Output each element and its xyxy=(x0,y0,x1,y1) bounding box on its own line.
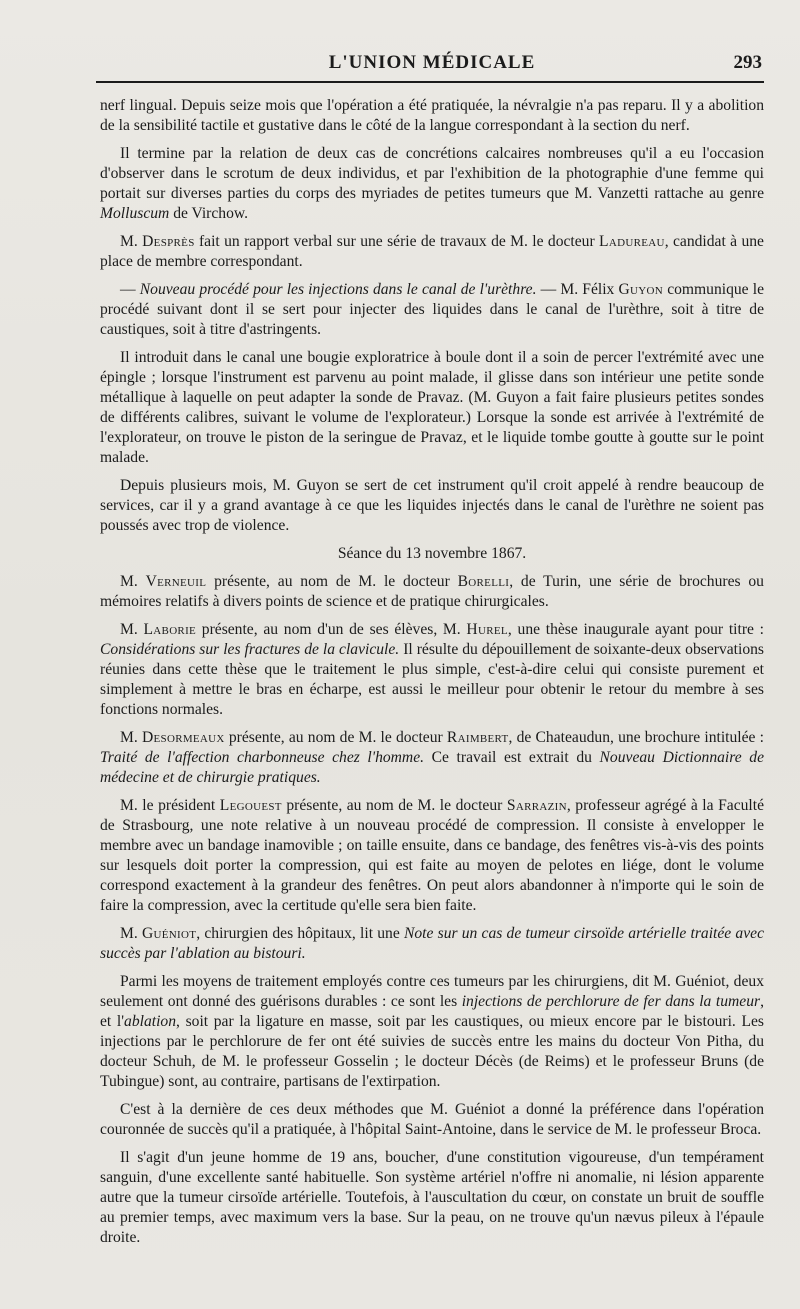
text-segment: Depuis plusieurs mois, M. Guyon se sert de cet instrument qu'il croit appelé à rendre beaucoup de services, car il y a grand avantage à ce que les liquides injectés dans le canal de l'urèthre ne soient pas poussés avec trop de violence. xyxy=(100,477,764,534)
italic-text: Nouveau Dictionnaire de médecine et de chirurgie pratiques. xyxy=(100,749,764,786)
text-segment: Ce travail est extrait du xyxy=(424,749,600,766)
paragraph xyxy=(100,1148,764,1248)
italic-text: Traité de l'affection charbonneuse chez l'homme. xyxy=(100,749,425,766)
paragraph xyxy=(100,280,764,340)
text-segment: , professeur agrégé à la Faculté de Strasbourg, une note relative à un nouveau procédé de compression. Il consiste à envelopper le membre avec un bandage inamovible ; on taille ensuite, dans ce bandage, des fenêtres vis-à-vis des points sur lesquels doit porter la compression, qui est faite au moyen de pelotes en liége, dont le volume correspond exactement à la grandeur des fenêtres. On peut alors abandonner à n'importe qui le soin de faire la compression, avec la certitude qu'elle sera bien faite. xyxy=(100,797,764,914)
running-head xyxy=(94,52,770,78)
paragraph xyxy=(100,972,764,1092)
paragraph xyxy=(100,144,764,224)
text-segment: M. xyxy=(120,729,142,746)
italic-text: Nouveau procédé pour les injections dans le canal de l'urèthre. xyxy=(139,281,537,298)
text-segment: , candidat à une place de membre correspondant. xyxy=(100,233,764,270)
person-name: Hurel xyxy=(466,621,508,638)
person-name: Ladureau xyxy=(599,233,665,250)
text-segment: présente, au nom d'un de ses élèves, M. xyxy=(196,621,467,638)
paragraph xyxy=(100,476,764,536)
text-segment: nerf lingual. Depuis seize mois que l'opération a été pratiquée, la névralgie n'a pas reparu. Il y a abolition de la sensibilité tactile et gustative dans le côté de la langue correspondant à la section du nerf. xyxy=(100,97,764,134)
text-segment: Il s'agit d'un jeune homme de 19 ans, boucher, d'une constitution vigoureuse, d'un tempérament sanguin, d'une excellente santé habituelle. Son système artériel n'offre ni anomalie, ni lésion apparente autre que la tumeur cirsoïde artérielle. Toutefois, à l'auscultation du cœur, on constate un bruit de souffle au premier temps, avec maximum vers la base. Sur la peau, on ne trouve qu'un nævus pileux à l'épaule droite. xyxy=(100,1149,764,1246)
text-segment: , de Turin, une série de brochures ou mémoires relatifs à divers points de science et de pratique chirurgicales. xyxy=(100,573,764,610)
text-segment: , soit par la ligature en masse, soit par les caustiques, ou mieux encore par le bistouri. Les injections par le perchlorure de fer ont été suivies de succès entre les mains du docteur Von Pitha, du docteur Schuh, de M. le professeur Gosselin ; le docteur Décès (de Reims) et le professeur Bruns (de Tubingue) sont, au contraire, partisans de l'extirpation. xyxy=(100,1013,764,1090)
person-name: Guyon xyxy=(618,281,664,298)
person-name: Laborie xyxy=(143,621,197,638)
paragraph xyxy=(100,924,764,964)
person-name: Desprès xyxy=(142,233,195,250)
italic-text: Note sur un cas de tumeur cirsoïde artérielle traitée avec succès par l'ablation au bistouri. xyxy=(100,925,764,962)
italic-text: Molluscum xyxy=(100,205,170,222)
paragraph xyxy=(100,96,764,136)
italic-text: injections de perchlorure de fer dans la tumeur xyxy=(461,993,761,1010)
text-segment: M. xyxy=(120,925,142,942)
text-segment: M. le président xyxy=(120,797,220,814)
person-name: Desormeaux xyxy=(141,729,225,746)
text-segment: M. xyxy=(120,573,146,590)
header-rule xyxy=(96,81,764,83)
paragraph xyxy=(100,1100,764,1140)
text-segment: communique le procédé suivant dont il se sert pour injecter des liquides dans le canal de l'urèthre, soit à titre de caustiques, soit à titre d'astringents. xyxy=(100,281,765,338)
running-title: L'UNION MÉDICALE xyxy=(328,52,536,73)
person-name: Raimbert xyxy=(446,729,509,746)
person-name: Sarrazin xyxy=(506,797,567,814)
text-segment: — xyxy=(120,281,140,298)
person-name: Borelli xyxy=(457,573,510,590)
paragraph xyxy=(100,348,764,468)
paragraph xyxy=(100,620,764,720)
paragraph xyxy=(100,572,764,612)
text-segment: présente, au nom de M. le docteur xyxy=(281,797,507,814)
article-body xyxy=(100,96,764,1256)
text-segment: — M. Félix xyxy=(536,281,619,298)
person-name: Legouest xyxy=(219,797,282,814)
person-name: Verneuil xyxy=(145,573,207,590)
text-segment: Il résulte du dépouillement de soixante-deux observations réunies dans cette thèse que le traitement le plus simple, c'est-à-dire celui qui consiste purement et simplement à mettre le bras en écharpe, est aussi le meilleur pour obtenir le retour du membre à ses fonctions normales. xyxy=(100,641,764,718)
text-segment: M. xyxy=(120,233,143,250)
text-segment: C'est à la dernière de ces deux méthodes que M. Guéniot a donné la préférence dans l'opération couronnée de succès qu'il a pratiquée, à l'hôpital Saint-Antoine, dans le service de M. le professeur Broca. xyxy=(100,1101,764,1138)
italic-text: Considérations sur les fractures de la clavicule. xyxy=(100,641,400,658)
paragraph xyxy=(100,232,764,272)
text-segment: de Virchow. xyxy=(169,205,249,222)
person-name: Guéniot xyxy=(141,925,197,942)
session-heading xyxy=(100,544,764,564)
text-segment: , chirurgien des hôpitaux, lit une xyxy=(196,925,404,942)
page-number: 293 xyxy=(733,52,762,73)
text-segment: , et l' xyxy=(100,993,764,1030)
text-segment: fait un rapport verbal sur une série de travaux de M. le docteur xyxy=(194,233,600,250)
text-segment: , une thèse inaugurale ayant pour titre : xyxy=(507,621,764,638)
text-segment: Séance du 13 novembre 1867. xyxy=(337,545,527,562)
text-segment: présente, au nom de M. le docteur xyxy=(224,729,447,746)
text-segment: M. xyxy=(120,621,144,638)
paragraph xyxy=(100,728,764,788)
italic-text: ablation xyxy=(124,1013,177,1030)
paragraph xyxy=(100,796,764,916)
text-segment: présente, au nom de M. le docteur xyxy=(206,573,458,590)
text-segment: Il introduit dans le canal une bougie exploratrice à boule dont il a soin de percer l'extrémité avec une épingle ; lorsque l'instrument est parvenu au point malade, il glisse dans son intérieur une petite sonde métallique à laquelle on peut adapter la sonde de Pravaz. (M. Guyon a fait faire plusieurs petites sondes de différents calibres, suivant le volume de l'explorateur.) Lorsque la sonde est arrivée à l'extrémité de l'explorateur, on trouve le piston de la seringue de Pravaz, et le liquide tombe goutte à goutte sur le point malade. xyxy=(100,349,764,466)
text-segment: , de Chateaudun, une brochure intitulée : xyxy=(508,729,764,746)
text-segment: Il termine par la relation de deux cas de concrétions calcaires nombreuses qu'il a eu l'occasion d'observer dans le scrotum de deux individus, et par l'exhibition de la photographie d'une femme qui portait sur diverses parties du corps des myriades de petites tumeurs que M. Vanzetti rattache au genre xyxy=(100,145,764,202)
text-segment: Parmi les moyens de traitement employés contre ces tumeurs par les chirurgiens, dit M. Guéniot, deux seulement ont donné des guérisons durables : ce sont les xyxy=(100,973,764,1010)
